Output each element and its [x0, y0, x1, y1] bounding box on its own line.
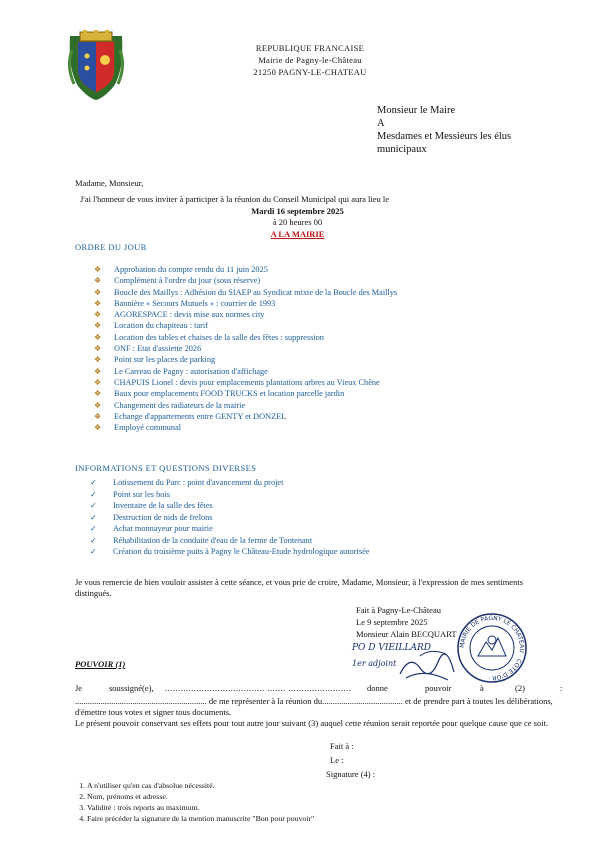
pouvoir-colon: :	[560, 683, 563, 693]
header-republique: REPUBLIQUE FRANCAISE	[255, 43, 365, 53]
meeting-time: à 20 heures 00	[272, 217, 323, 227]
pouvoir-fait: Fait à :	[330, 741, 354, 751]
agenda-item	[94, 332, 397, 343]
agenda-item	[94, 264, 397, 275]
svg-text:MAIRIE DE PAGNY LE CHATEAU · C	[459, 615, 525, 681]
pouvoir-name-dots: ...................................... ....... ........................	[165, 683, 352, 693]
bullet-icon: ❖	[94, 377, 102, 387]
meeting-place: A LA MAIRIE	[270, 229, 325, 239]
info-item-text: Point sur les bois	[113, 489, 170, 499]
closing-paragraph: Je vous remercie de bien vouloir assister à cette séance, et vous prie de croire, Madame, Monsieur, à l'expression de mes sentiments distingués.	[75, 577, 524, 598]
agenda-item-text: Boucle des Maillys : Adhésion du SIAEP au Syndicat mixte de la Boucle des Maillys	[114, 287, 398, 297]
header-address: 21250 PAGNY-LE-CHATEAU	[253, 67, 367, 77]
agenda-item	[94, 343, 397, 354]
bullet-icon: ❖	[94, 287, 102, 297]
bullet-icon: ❖	[94, 423, 102, 433]
agenda-item	[94, 298, 397, 309]
addressee-line1: Monsieur le Maire	[377, 105, 456, 116]
info-item	[90, 489, 369, 501]
signature-date: Le 9 septembre 2025	[356, 617, 428, 627]
bullet-icon: ❖	[94, 400, 102, 410]
pouvoir-line1	[75, 683, 565, 694]
bullet-icon: ❖	[94, 366, 102, 376]
pouvoir-le: Le :	[330, 755, 344, 765]
footnote-item: 4. Faire précéder la signature de la mention manuscrite "Bon pour pouvoir"	[87, 813, 314, 824]
pouvoir-soussigne: soussigné(e),	[109, 683, 154, 693]
agenda-item-text: Echange d'appartements entre GENTY et DONZEL	[114, 411, 287, 421]
infos-list	[90, 477, 369, 558]
addressee-line3: Mesdames et Messieurs les élus	[377, 131, 512, 142]
letter-header	[220, 42, 400, 78]
agenda-item	[94, 309, 397, 320]
bullet-icon: ❖	[94, 321, 102, 331]
pouvoir-signature: Signature (4) :	[326, 769, 376, 779]
addressee-line4: municipaux	[377, 144, 427, 155]
header-mairie: Mairie de Pagny-le-Château	[258, 55, 362, 65]
infos-title: INFORMATIONS ET QUESTIONS DIVERSES	[75, 463, 257, 473]
agenda-item-text: Location des tables et chaises de la salle des fêtes : suppression	[114, 332, 324, 342]
agenda-item	[94, 411, 397, 422]
agenda-item-text: AGORESPACE : devis mise aux normes city	[114, 310, 265, 320]
agenda-item-text: Employé communal	[114, 423, 182, 433]
agenda-item	[94, 400, 397, 411]
info-item-text: Destruction de nids de frelons	[113, 512, 213, 522]
info-item	[90, 477, 369, 489]
coat-of-arms-logo	[66, 30, 126, 102]
pouvoir-a: à	[480, 683, 484, 693]
pouvoir-line3: Le présent pouvoir conservant ses effets pour tout autre jour suivant (3) auquel cette réunion serait reportée pour quelque cause que ce soit.	[75, 718, 549, 728]
salutation: Madame, Monsieur,	[75, 178, 144, 188]
agenda-item-text: Le Carreau de Pagny : autorisation d'affichage	[114, 366, 268, 376]
pouvoir-line2: .............................................................. de me représenter à la réunion du...................................... et de prendre part à toutes les délibérations, d'émettre tous votes et signer tous documents.	[75, 696, 553, 717]
info-item	[90, 535, 369, 547]
pouvoir-donne: donne	[367, 683, 388, 693]
info-item	[90, 500, 369, 512]
check-icon: ✓	[90, 501, 97, 510]
check-icon: ✓	[90, 489, 97, 499]
agenda-item-text: Changement des radiateurs de la mairie	[114, 400, 246, 410]
info-item-text: Inventaire de la salle des fêtes	[113, 501, 213, 510]
agenda-item	[94, 377, 397, 388]
agenda-item	[94, 388, 397, 399]
handwritten-signature	[350, 638, 460, 688]
agenda-item-text: Complément à l'ordre du jour (sous réserve)	[114, 276, 261, 286]
addressee-line2: A	[377, 118, 385, 129]
check-icon: ✓	[90, 547, 97, 556]
bullet-icon: ❖	[94, 265, 102, 274]
bullet-icon: ❖	[94, 310, 102, 320]
agenda-item	[94, 422, 397, 433]
footnote-item: 1. A n'utiliser qu'en cas d'absolue nécessité.	[87, 780, 314, 791]
agenda-item	[94, 354, 397, 365]
bullet-icon: ❖	[94, 276, 102, 286]
info-item	[90, 512, 369, 524]
bullet-icon: ❖	[94, 389, 102, 399]
check-icon: ✓	[90, 478, 97, 487]
signature-name: Monsieur Alain BECQUART	[356, 629, 457, 639]
info-item	[90, 523, 369, 535]
info-item-text: Lotissement du Parc : point d'avancement du projet	[113, 478, 284, 487]
invitation-text: J'ai l'honneur de vous inviter à participer à la réunion du Conseil Municipal qui aura lieu le	[80, 194, 389, 204]
signature-block	[356, 604, 466, 640]
pouvoir-num: (2)	[515, 683, 525, 693]
agenda-list	[94, 264, 397, 433]
check-icon: ✓	[90, 524, 97, 533]
info-item-text: Achat monnayeur pour mairie	[113, 524, 213, 533]
bullet-icon: ❖	[94, 411, 102, 421]
agenda-item-text: Location du chapiteau : tarif	[114, 321, 208, 331]
agenda-item-text: CHAPUIS Lionel : devis pour emplacements plantations arbres au Vieux Chêne	[114, 377, 380, 387]
agenda-item-text: ONF : Etat d'assiette 2026	[114, 344, 202, 354]
info-item-text: Réhabilitation de la conduite d'eau de la ferme de Tontenant	[113, 535, 313, 545]
agenda-item-text: Bannière « Secours Mutuels » : courrier de 1993	[114, 298, 276, 308]
agenda-item	[94, 275, 397, 286]
svg-text:PO D VIEILLARD: PO D VIEILLARD	[352, 643, 431, 653]
bullet-icon: ❖	[94, 332, 102, 342]
footnotes	[75, 780, 314, 824]
svg-text:1er adjoint: 1er adjoint	[352, 659, 397, 668]
signature-place: Fait à Pagny-Le-Château	[356, 605, 441, 615]
agenda-item-text: Point sur les places de parking	[114, 355, 216, 365]
agenda-item-text: Baux pour emplacements FOOD TRUCKS et location parcelle jardin	[114, 389, 345, 399]
addressee-block	[377, 104, 577, 156]
footnote-item: 3. Validité : trois reports au maximum.	[87, 802, 314, 813]
footnote-item: 2. Nom, prénoms et adresse.	[87, 791, 314, 802]
stamp-text: MAIRIE DE PAGNY LE CHATEAU · COTE D'OR ·	[458, 614, 526, 682]
pouvoir-title: POUVOIR (1)	[75, 659, 126, 669]
check-icon: ✓	[90, 535, 97, 545]
pouvoir-pouvoir: pouvoir	[425, 683, 452, 693]
agenda-title: ORDRE DU JOUR	[75, 242, 147, 252]
info-item-text: Création du troisième puits à Pagny le Château-Etude hydrologique autorisée	[113, 547, 370, 556]
check-icon: ✓	[90, 512, 97, 522]
agenda-item	[94, 320, 397, 331]
meeting-date: Mardi 16 septembre 2025	[251, 206, 344, 216]
mairie-stamp	[456, 612, 528, 684]
bullet-icon: ❖	[94, 344, 102, 354]
bullet-icon: ❖	[94, 355, 102, 365]
bullet-icon: ❖	[94, 298, 102, 308]
info-item	[90, 546, 369, 558]
agenda-item	[94, 287, 397, 298]
agenda-item-text: Approbation du compte rendu du 11 juin 2025	[114, 265, 268, 274]
agenda-item	[94, 366, 397, 377]
pouvoir-je: Je	[75, 683, 83, 693]
